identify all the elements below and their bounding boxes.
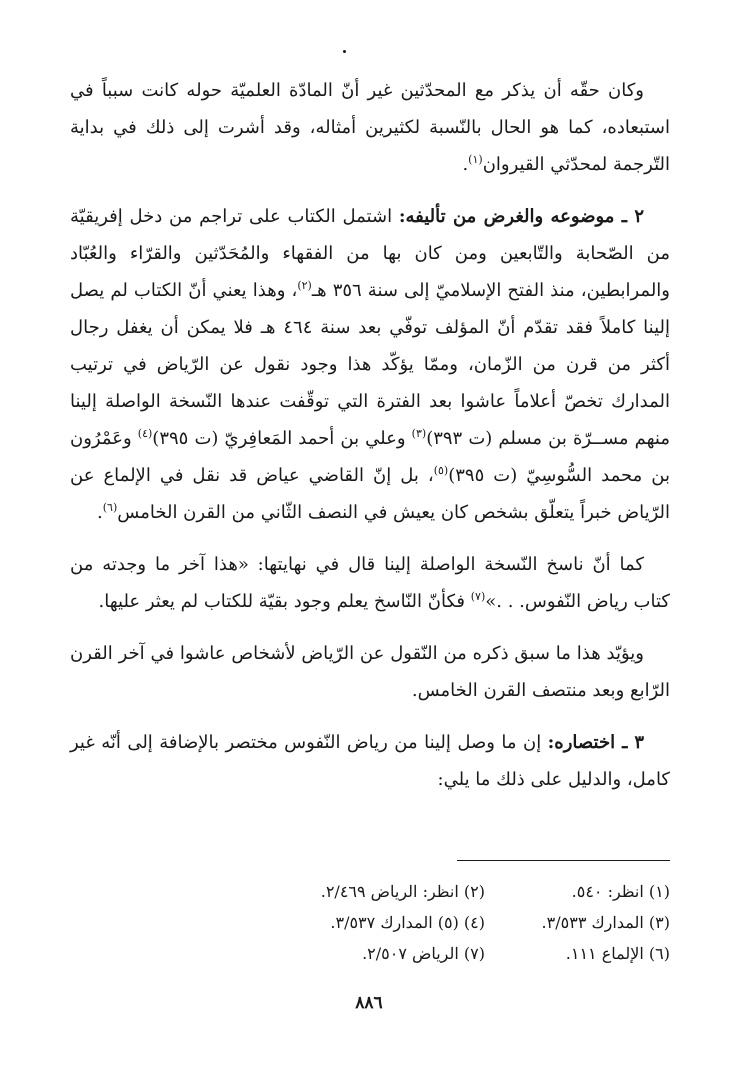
text-run: ، بل إنّ القاضي عياض قد نقل في الإلماع عن الرّياض خبراً يتعلّق بشخص كان يعيش في النصف الثّاني من القرن الخامس xyxy=(70,465,670,523)
text-run: ، وهذا يعني أنّ الكتاب لم يصل إلينا كاملاً فقد تقدّم أنّ المؤلف توفّي بعد سنة ٤٦٤ هـ فلا يمكن أن يغفل رجال أكثر من قرن من الزّمان، وممّا يؤكّد هذا وجود نقول عن الرّياض في ترتيب المدارك تخصّ أعلاماً عاشوا بعد الفترة التي توقّفت عندها النّسخة الواصلة إلينا منهم مســرّة بن مسلم (ت ٣٩٣) xyxy=(70,280,670,449)
text-run: كما أنّ ناسخ النّسخة الواصلة إلينا قال في نهايتها: «هذا آخر ما وجدته من كتاب رياض النّفوس. . .» xyxy=(70,554,670,612)
paragraph xyxy=(70,546,670,620)
text-run: وعلي بن أحمد المَعافِريّ (ت ٣٩٥) xyxy=(152,428,412,449)
footnote-ref[interactable]: (٥) xyxy=(433,464,449,477)
footnote-ref[interactable]: (٤) xyxy=(137,427,153,440)
text-run: وكان حقّه أن يذكر مع المحدّثين غير أنّ المادّة العلميّة حوله كانت سبباً في استبعاده، كما هو الحال بالنّسبة لكثيرين أمثاله، وقد أشرت إلى ذلك في بداية التّرجمة لمحدّثي القيروان xyxy=(70,80,670,175)
page-number: ٨٨٦ xyxy=(355,993,383,1013)
footnote-ref[interactable]: (١) xyxy=(468,153,483,166)
text-run: وعَمْرُون بن محمد السُّوسِيّ (ت ٣٩٥) xyxy=(70,428,670,486)
header-dot xyxy=(343,50,346,53)
footnote-ref[interactable]: (٧) xyxy=(470,590,486,603)
section-heading: ٢ ـ موضوعه والغرض من تأليفه: xyxy=(398,206,644,227)
paragraph xyxy=(70,72,670,183)
footnote: (٢) انظر: الرياض ٢/٤٦٩. xyxy=(320,882,485,901)
body-text xyxy=(70,72,670,813)
paragraph xyxy=(70,198,670,531)
text-run: اشتمل الكتاب على تراجم من دخل إفريقيّة من الصّحابة والتّابعين ومن كان بها من الفقهاء والمُحَدّثين والقرّاء والعُبّاد والمرابطين، منذ الفتح الإسلاميّ إلى سنة ٣٥٦ هـ xyxy=(70,206,670,301)
footnotes xyxy=(160,876,670,969)
footnote: (٧) الرياض ٢/٥٠٧. xyxy=(362,944,485,963)
footnote-ref[interactable]: (٢) xyxy=(297,279,312,292)
text-run: . xyxy=(462,154,469,175)
footnote-ref[interactable]: (٦) xyxy=(102,501,118,514)
section-heading: ٣ ـ اختصاره: xyxy=(547,732,644,753)
footnote-row xyxy=(160,907,670,938)
text-run: . xyxy=(97,502,103,523)
footnote: (٦) الإلماع ١١١. xyxy=(565,944,670,963)
paragraph xyxy=(70,724,670,798)
footnote-row xyxy=(160,938,670,969)
footnote: (١) انظر: ٥٤٠. xyxy=(571,882,670,901)
footnote-row xyxy=(160,876,670,907)
footnote: (٤) (٥) المدارك ٣/٥٣٧. xyxy=(330,913,485,932)
footnote-separator xyxy=(457,860,670,861)
footnote-ref[interactable]: (٣) xyxy=(411,427,427,440)
text-run: ويؤيّد هذا ما سبق ذكره من النّقول عن الرّياض لأشخاص عاشوا في آخر القرن الرّابع وبعد منتصف القرن الخامس. xyxy=(70,643,670,701)
footnote: (٣) المدارك ٣/٥٣٣. xyxy=(541,913,670,932)
text-run: إن ما وصل إلينا من رياض النّفوس مختصر بالإضافة إلى أنّه غير كامل، والدليل على ذلك ما يلي: xyxy=(70,732,670,790)
paragraph xyxy=(70,635,670,709)
text-run: فكأنّ النّاسخ يعلم وجود بقيّة للكتاب لم يعثر عليها. xyxy=(98,591,471,612)
